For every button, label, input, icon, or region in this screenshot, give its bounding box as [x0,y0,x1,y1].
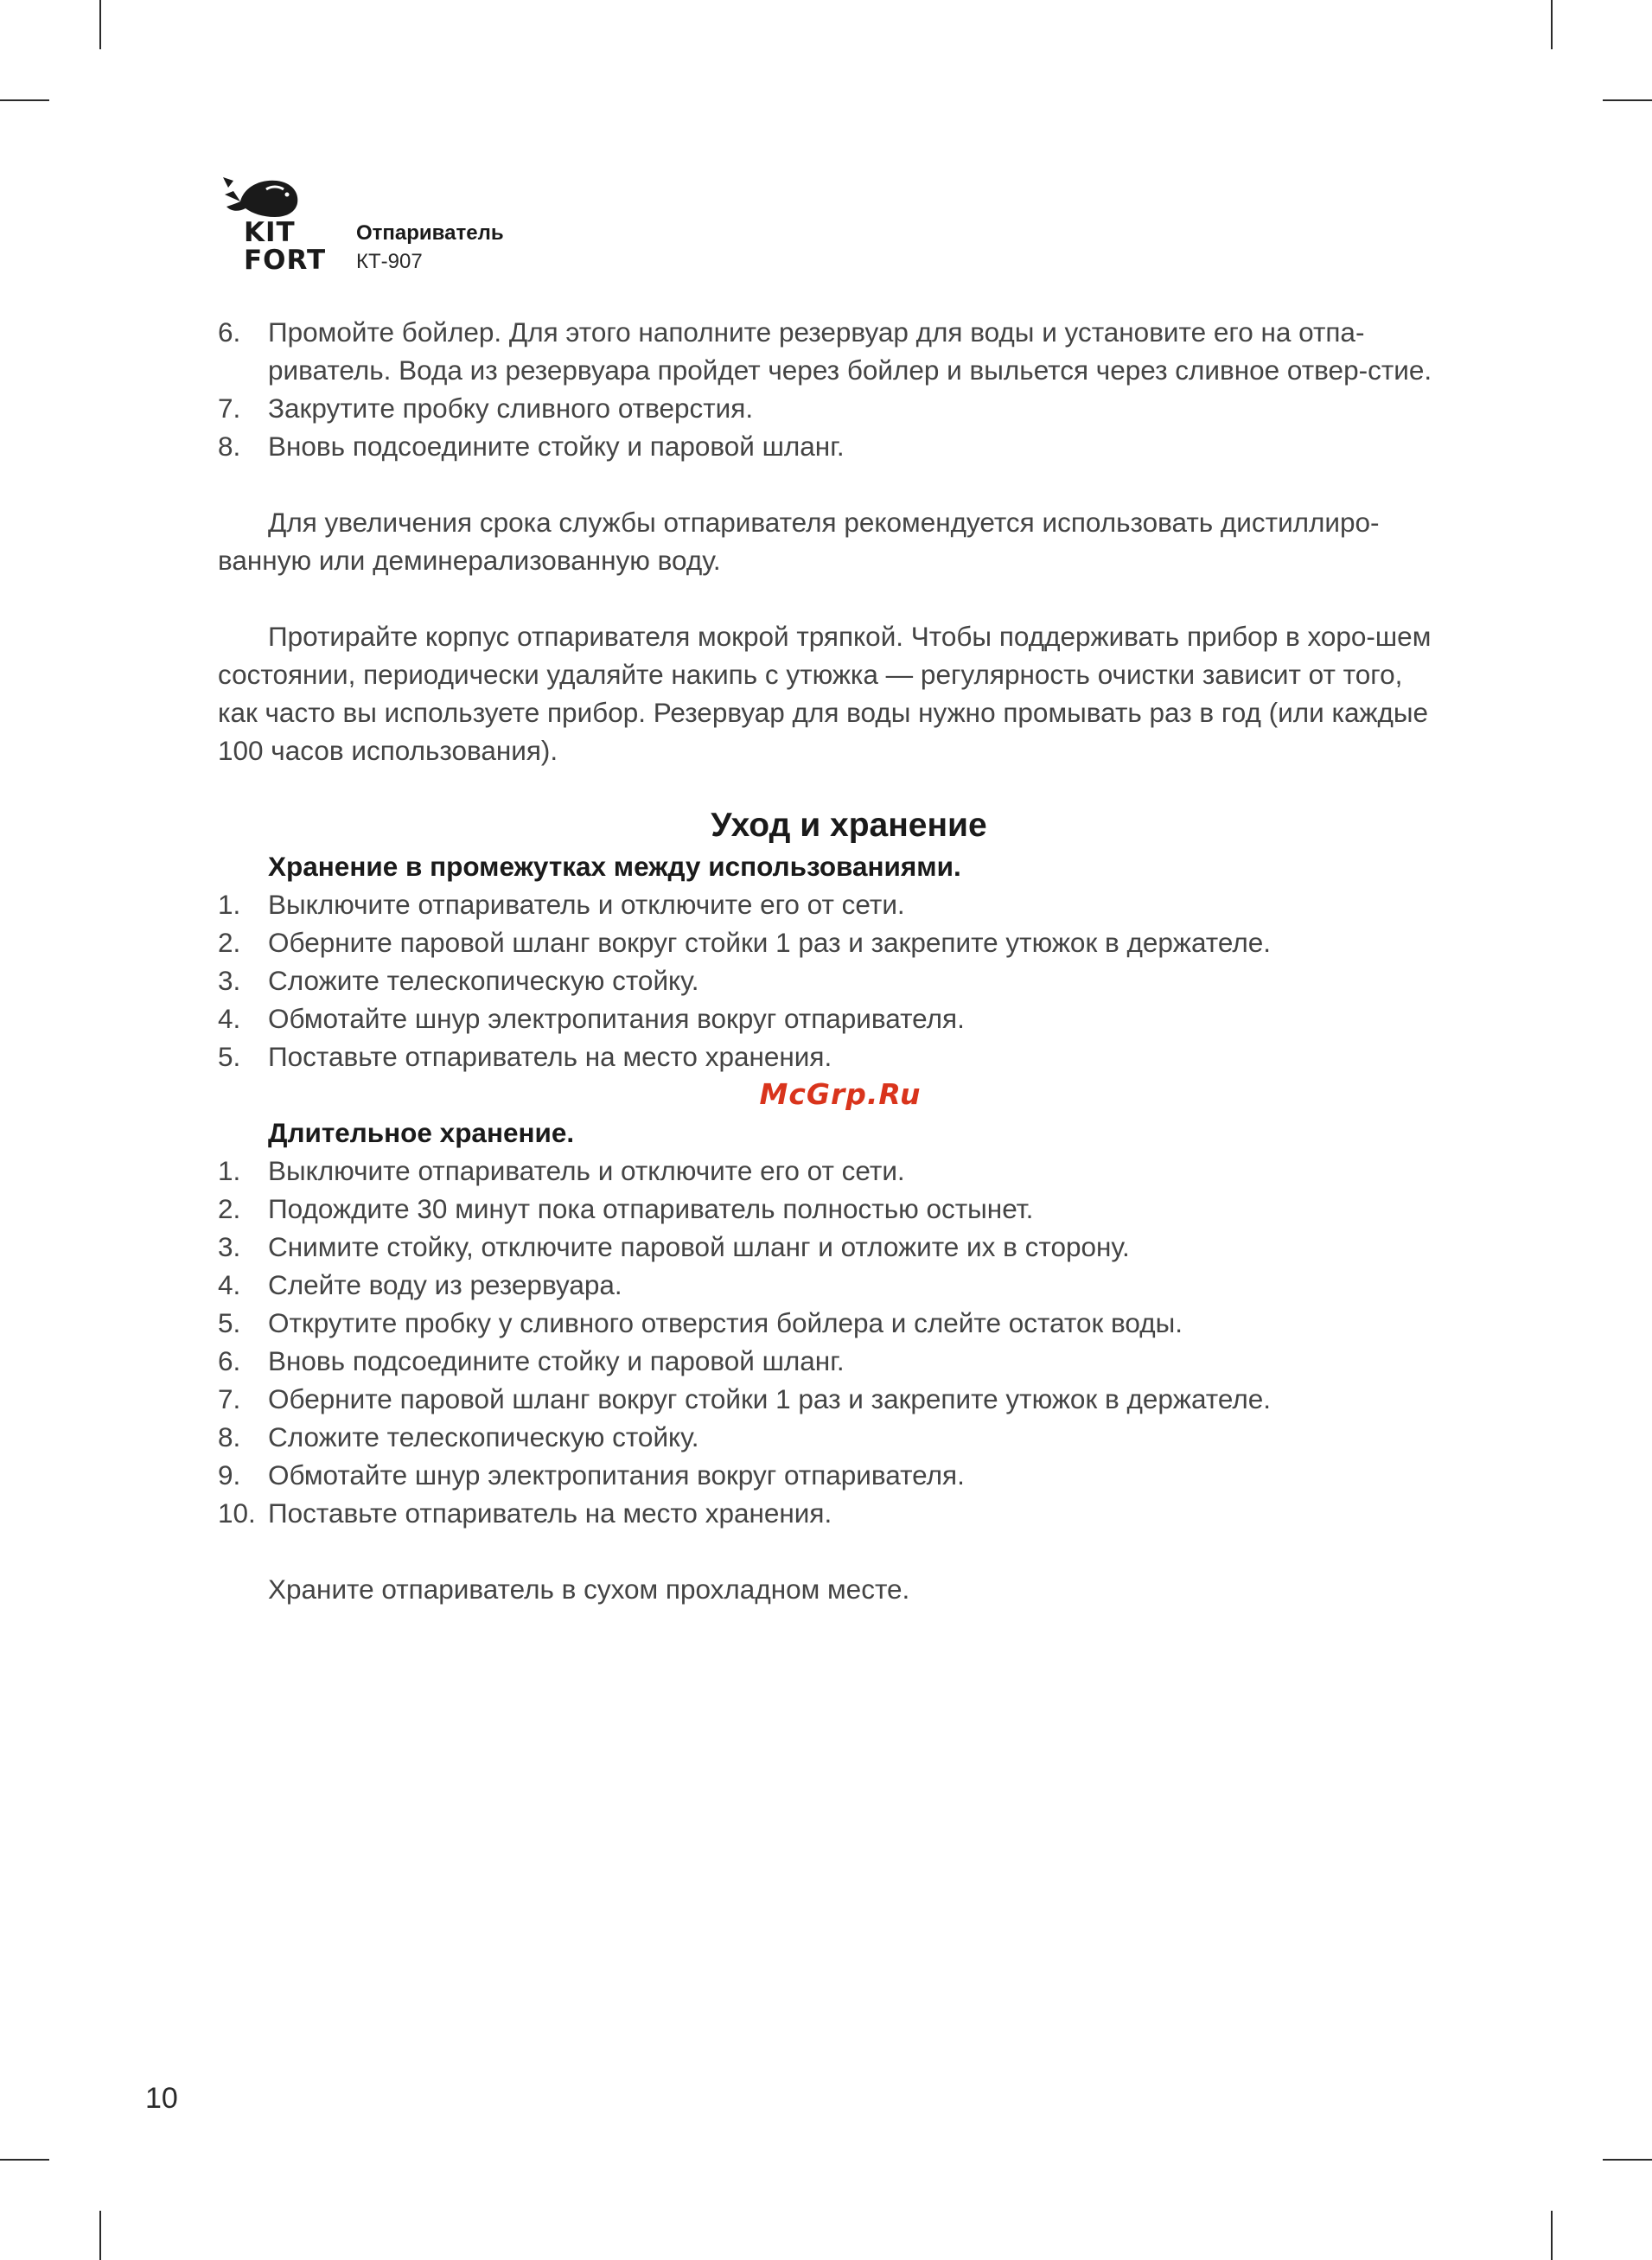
short-storage-list [218,885,1445,1076]
logo-line-kit: KIT [244,217,296,248]
item-text: Снимите стойку, отключите паровой шланг и отложите их в сторону. [268,1231,1130,1262]
list-item [218,427,1445,465]
maintenance-paragraph: Протирайте корпус отпаривателя мокрой тряпкой. Чтобы поддерживать прибор в хоро-шем состоянии, периодически удаляйте накипь с утюжка — регулярность очистки зависит от того, как часто вы используете прибор. Резервуар для воды нужно промывать раз в год (или каждые 100 часов использования). [218,621,1432,766]
item-text: Промойте бойлер. Для этого наполните резервуар для воды и установите его на отпа-риватель. Вода из резервуара пройдет через бойлер и выльется через сливное отвер-стие. [268,316,1432,386]
item-number: 4. [218,1003,241,1034]
item-number: 8. [218,431,241,462]
item-text: Оберните паровой шланг вокруг стойки 1 раз и закрепите утюжок в держателе. [268,1383,1271,1414]
item-number: 8. [218,1421,241,1452]
item-number: 7. [218,1383,241,1414]
list-item [218,1152,1445,1190]
item-number: 6. [218,1345,241,1376]
item-text: Сложите телескопическую стойку. [268,965,699,996]
item-text: Обмотайте шнур электропитания вокруг отпаривателя. [268,1003,965,1034]
item-number: 3. [218,965,241,996]
product-title: Отпариватель [356,221,504,245]
item-number: 5. [218,1041,241,1072]
list-item [218,1456,1445,1494]
item-number: 9. [218,1459,241,1491]
list-item [218,1190,1445,1228]
item-text: Сложите телескопическую стойку. [268,1421,699,1452]
item-number: 2. [218,927,241,958]
product-model: КТ-907 [356,250,423,273]
item-text: Выключите отпариватель и отключите его от сети. [268,1155,905,1186]
item-number: 5. [218,1307,241,1338]
item-number: 1. [218,1155,241,1186]
item-number: 6. [218,316,241,348]
cleaning-steps-list [218,313,1445,465]
brand-logo-text [244,219,326,274]
page-content [218,313,1445,1608]
crop-mark [99,0,101,49]
list-item [218,1266,1445,1304]
page-number: 10 [145,2082,178,2115]
item-number: 3. [218,1231,241,1262]
section-title: Уход и хранение [711,807,987,844]
item-number: 10. [218,1497,256,1529]
logo-line-fort: FORT [244,245,327,276]
list-item [218,923,1445,961]
item-text: Вновь подсоедините стойку и паровой шланг. [268,431,845,462]
list-item [218,1304,1445,1342]
item-text: Оберните паровой шланг вокруг стойки 1 раз и закрепите утюжок в держателе. [268,927,1271,958]
item-number: 4. [218,1269,241,1300]
watermark-link[interactable]: McGrp.Ru [759,1077,922,1111]
crop-mark [1551,2211,1553,2260]
long-storage-list [218,1152,1445,1532]
list-item [218,1494,1445,1532]
crop-mark [99,2211,101,2260]
storage-note: Храните отпариватель в сухом прохладном месте. [268,1574,910,1605]
list-item [218,1228,1445,1266]
list-item [218,389,1445,427]
list-item [218,999,1445,1037]
item-text: Вновь подсоедините стойку и паровой шланг. [268,1345,845,1376]
list-item [218,1342,1445,1380]
item-text: Слейте воду из резервуара. [268,1269,622,1300]
list-item [218,1037,1445,1076]
water-recommendation-paragraph: Для увеличения срока службы отпаривателя рекомендуется использовать дистиллиро-ванную или деминерализованную воду. [218,507,1380,576]
list-item [218,1380,1445,1418]
item-text: Подождите 30 минут пока отпариватель полностью остынет. [268,1193,1034,1224]
item-number: 2. [218,1193,241,1224]
item-text: Поставьте отпариватель на место хранения. [268,1497,832,1529]
item-text: Выключите отпариватель и отключите его от сети. [268,889,905,920]
item-text: Закрутите пробку сливного отверстия. [268,393,754,424]
list-item [218,1418,1445,1456]
crop-mark [0,2159,49,2161]
crop-mark [0,99,49,101]
item-number: 7. [218,393,241,424]
short-storage-heading: Хранение в промежутках между использованиями. [268,851,961,882]
item-text: Открутите пробку у сливного отверстия бойлера и слейте остаток воды. [268,1307,1183,1338]
long-storage-heading: Длительное хранение. [268,1117,575,1148]
item-text: Обмотайте шнур электропитания вокруг отпаривателя. [268,1459,965,1491]
list-item [218,885,1445,923]
crop-mark [1603,2159,1652,2161]
crop-mark [1551,0,1553,49]
item-number: 1. [218,889,241,920]
item-text: Поставьте отпариватель на место хранения. [268,1041,832,1072]
crop-mark [1603,99,1652,101]
list-item [218,313,1445,389]
list-item [218,961,1445,999]
